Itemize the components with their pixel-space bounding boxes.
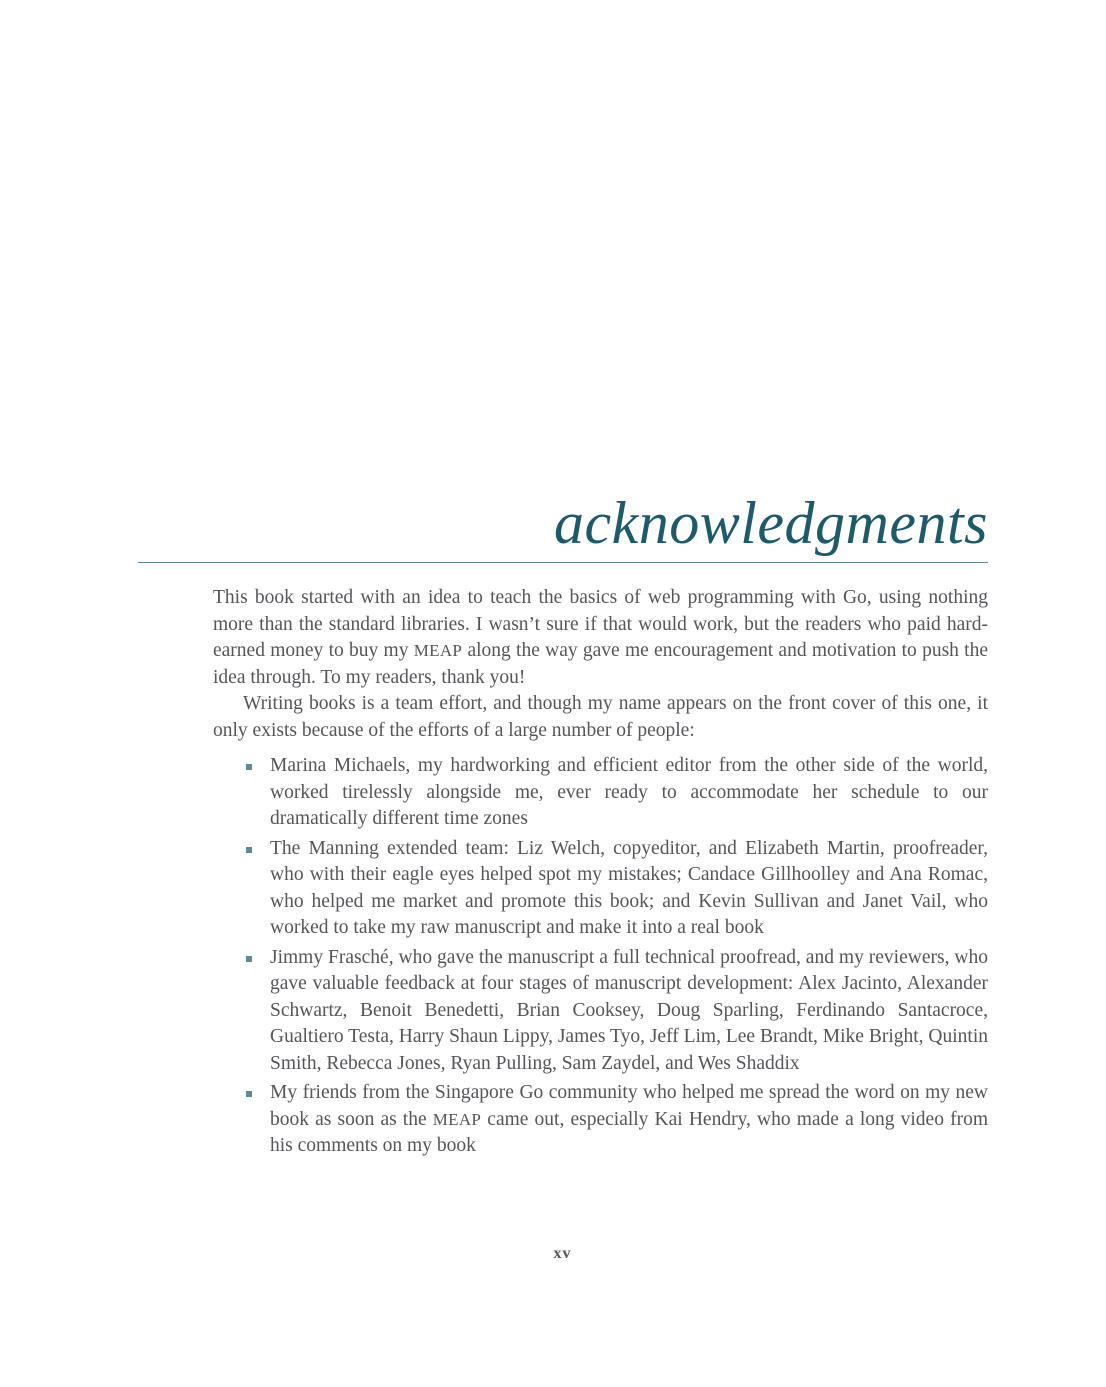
- square-bullet-icon: [246, 764, 252, 770]
- square-bullet-icon: [246, 956, 252, 962]
- list-item-text: Marina Michaels, my hardworking and efficient editor from the other side of the world, worked tirelessly alongside me, ever ready to accommodate her schedule to our dramatically different time zones: [270, 755, 988, 829]
- paragraph-intro-text-1: This book started with an idea to teach the basics of web programming with Go, using nothing more than the standard libraries. I wasn’t sure if that would work, but the readers who paid hard-earned money to buy my: [213, 587, 988, 661]
- list-item-text: Jimmy Frasché, who gave the manuscript a full technical proofread, and my reviewers, who gave valuable feedback at four stages of manuscript development: Alex Jacinto, Alexander Schwartz, Benoit Benedetti, Brian Cooksey, Doug Sparling, Ferdinando Santacroce, Gualtiero Testa, Harry Shaun Lippy, James Tyo, Jeff Lim, Lee Brandt, Mike Bright, Quintin Smith, Rebecca Jones, Ryan Pulling, Sam Zaydel, and Wes Shaddix: [270, 946, 988, 1074]
- body-text: [213, 585, 988, 1163]
- square-bullet-icon: [246, 847, 252, 853]
- credits-list: [213, 753, 988, 1160]
- title-rule: [138, 562, 988, 563]
- meap-abbreviation: MEAP: [413, 641, 463, 660]
- meap-abbreviation: MEAP: [432, 1109, 482, 1129]
- paragraph-team-effort: Writing books is a team effort, and though my name appears on the front cover of this one, it only exists because of the efforts of a large number of people:: [213, 693, 988, 741]
- chapter-title: acknowledgments: [553, 490, 988, 556]
- list-item-text-2: came out, especially Kai Hendry, who made a long video from his comments on my book: [270, 1108, 988, 1156]
- list-item: [270, 1080, 988, 1160]
- paragraph-intro-text-2: along the way gave me encouragement and motivation to push the idea through. To my readers, thank you!: [213, 640, 988, 688]
- paragraph-intro: [213, 585, 988, 691]
- square-bullet-icon: [246, 1091, 252, 1097]
- list-item: [270, 945, 988, 1078]
- list-item-text-1: My friends from the Singapore Go community who helped me spread the word on my new book as soon as the: [270, 1082, 988, 1130]
- list-item: [270, 753, 988, 833]
- list-item-text: The Manning extended team: Liz Welch, copyeditor, and Elizabeth Martin, proofreader, who with their eagle eyes helped spot my mistakes; Candace Gillhoolley and Ana Romac, who helped me market and promote this book; and Kevin Sullivan and Janet Vail, who worked to take my raw manuscript and make it into a real book: [270, 837, 988, 938]
- page-number: xv: [553, 1245, 572, 1262]
- list-item: [270, 836, 988, 942]
